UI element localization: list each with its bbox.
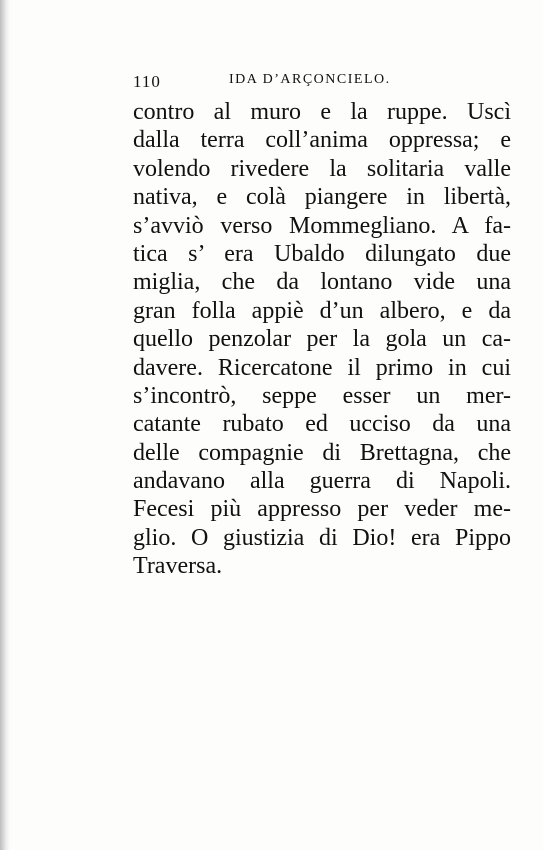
running-head xyxy=(133,72,433,96)
text-line: quello penzolar per la gola un ca- xyxy=(133,326,511,353)
text-line: delle compagnie di Brettagna, che xyxy=(133,439,511,466)
text-line: s’avviò verso Mommegliano. A fa- xyxy=(133,212,511,239)
page-number: 110 xyxy=(133,72,161,91)
text-line: contro al muro e la ruppe. Uscì xyxy=(133,99,511,125)
page-edge-shadow xyxy=(0,0,10,850)
text-line: miglia, che da lontano vide una xyxy=(133,269,511,296)
body-text xyxy=(133,98,511,581)
running-title: IDA D’ARÇONCIELO. xyxy=(229,72,391,87)
text-line: andavano alla guerra di Napoli. xyxy=(133,468,511,495)
text-line: Fecesi più appresso per veder me- xyxy=(133,496,511,523)
text-line: gran folla appiè d’un albero, e da xyxy=(133,297,511,324)
text-line: tica s’ era Ubaldo dilungato due xyxy=(133,240,511,267)
text-line: s’incontrò, seppe esser un mer- xyxy=(133,382,511,409)
text-line: davere. Ricercatone il primo in cui xyxy=(133,354,511,381)
text-line: nativa, e colà piangere in libertà, xyxy=(133,184,511,211)
text-line: Traversa. xyxy=(133,553,223,580)
text-line: dalla terra coll’anima oppressa; e xyxy=(133,127,511,154)
text-line: catante rubato ed ucciso da una xyxy=(133,411,511,438)
text-line: volendo rivedere la solitaria valle xyxy=(133,155,511,182)
text-line: glio. O giustizia di Dio! era Pippo xyxy=(133,524,511,551)
